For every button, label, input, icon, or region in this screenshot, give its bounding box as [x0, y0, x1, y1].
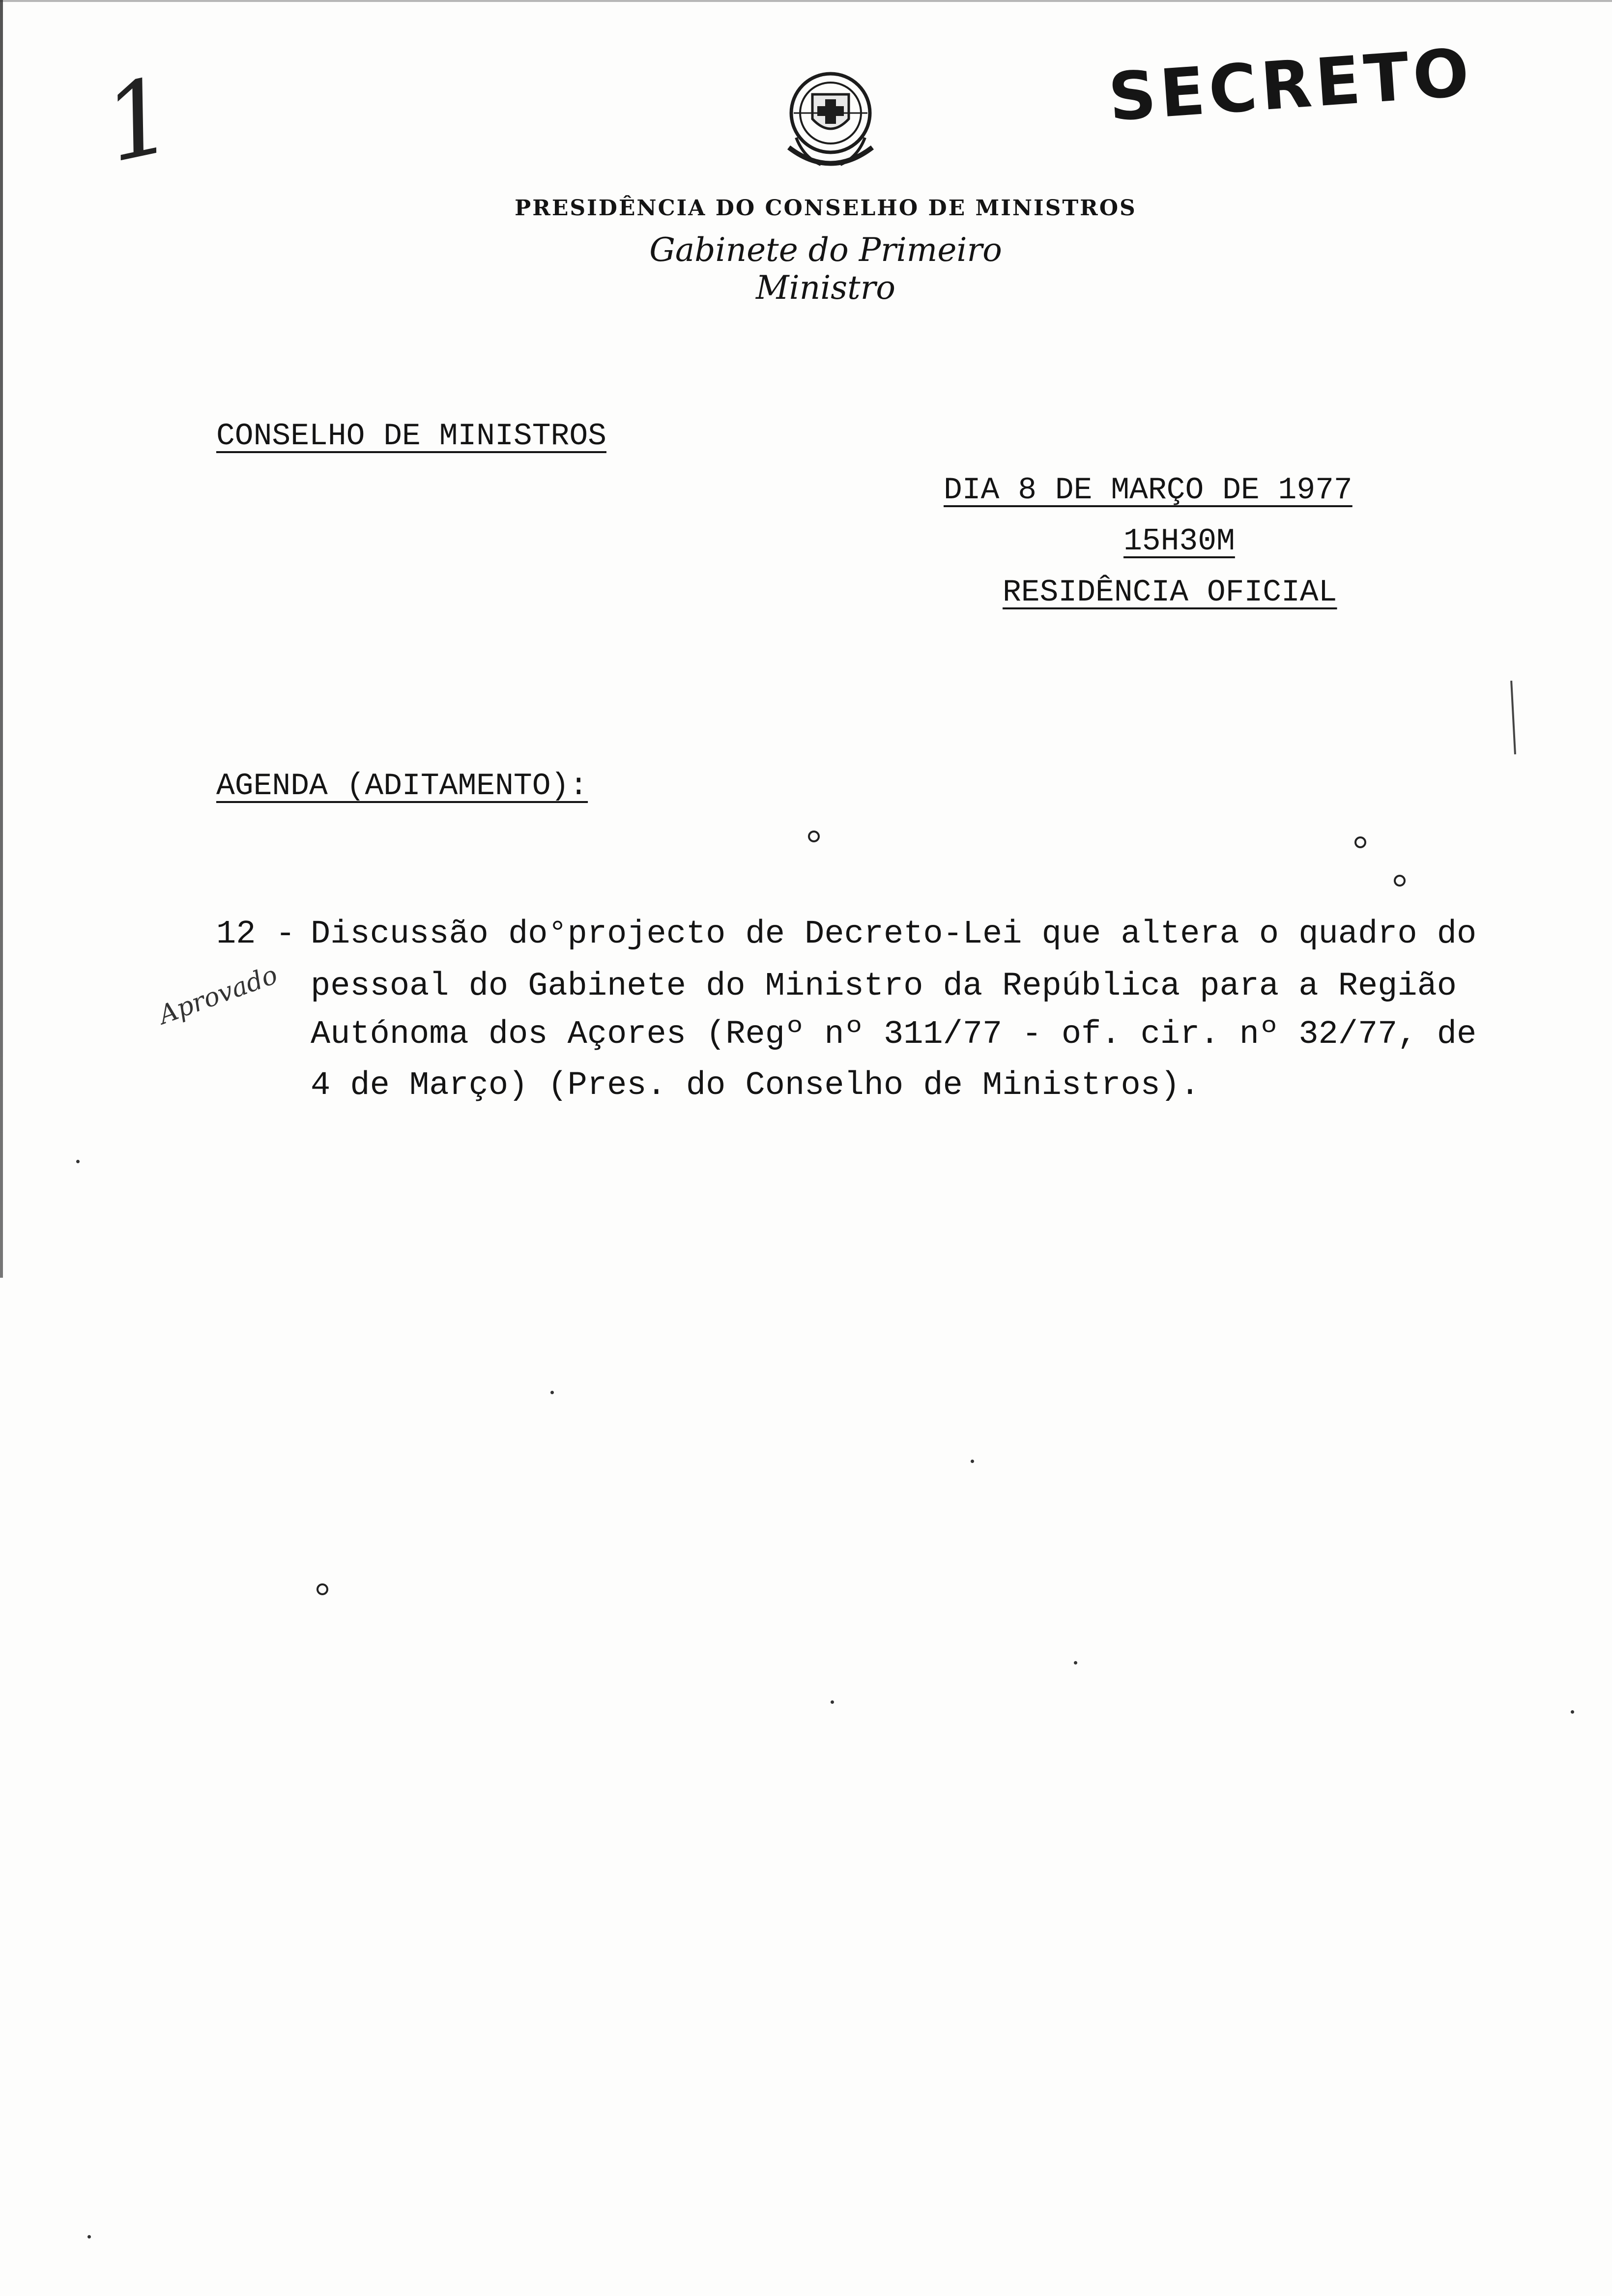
scan-dot	[76, 1160, 80, 1163]
scan-dot	[550, 1391, 554, 1394]
scan-dot	[1074, 1661, 1077, 1665]
scan-dot	[831, 1700, 834, 1704]
scan-speck	[1354, 836, 1366, 848]
meeting-time: 15H30M	[1123, 524, 1235, 559]
meeting-title: CONSELHO DE MINISTROS	[216, 419, 606, 454]
meeting-place: RESIDÊNCIA OFICIAL	[1003, 575, 1337, 610]
scan-top-edge	[0, 0, 1612, 2]
header-subtitle: Gabinete do Primeiro Ministro	[649, 231, 1002, 307]
scan-speck	[808, 831, 820, 842]
agenda-item-line: Discussão do°projecto de Decreto-Lei que altera o quadro do	[311, 916, 1477, 953]
margin-mark	[1510, 681, 1516, 754]
agenda-item-line: 4 de Março) (Pres. do Conselho de Ministros).	[311, 1067, 1200, 1104]
scan-dot	[1571, 1710, 1574, 1714]
agenda-item-number: 12 -	[216, 916, 295, 953]
classification-stamp: SECRETO	[1106, 34, 1475, 136]
agenda-item-line: pessoal do Gabinete do Ministro da República para a Região	[311, 968, 1457, 1005]
coat-of-arms-seal-icon	[774, 64, 887, 187]
handwritten-page-number: 1	[93, 54, 183, 186]
handwritten-margin-note: Aprovado	[155, 960, 282, 1031]
scan-dot	[971, 1460, 974, 1463]
header-title: PRESIDÊNCIA DO CONSELHO DE MINISTROS	[515, 196, 1137, 221]
meeting-date: DIA 8 DE MARÇO DE 1977	[944, 473, 1353, 508]
agenda-item-line: Autónoma dos Açores (Regº nº 311/77 - of. cir. nº 32/77, de	[311, 1016, 1477, 1053]
scan-left-edge	[0, 0, 3, 1278]
scan-dot	[87, 2235, 91, 2239]
scan-speck	[317, 1583, 328, 1595]
agenda-heading: AGENDA (ADITAMENTO):	[216, 769, 588, 804]
scan-speck	[1394, 875, 1406, 887]
